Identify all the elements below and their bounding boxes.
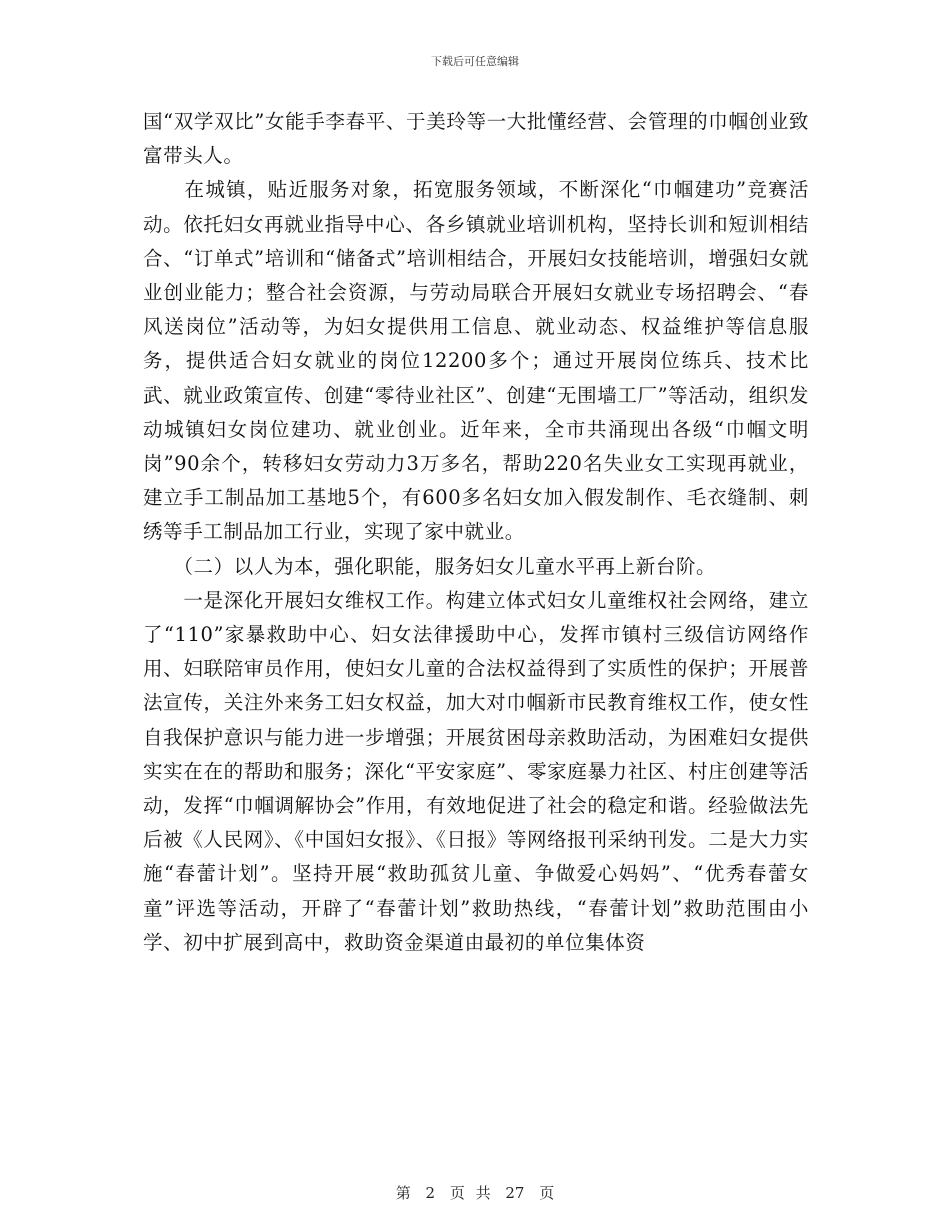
current-page-number: 2 <box>425 1184 436 1202</box>
page-footer <box>0 1182 950 1203</box>
document-body <box>143 105 809 960</box>
total-pages: 27 <box>505 1184 525 1202</box>
footer-suffix: 页 <box>539 1184 555 1202</box>
footer-middle: 页 共 <box>449 1184 491 1202</box>
footer-prefix: 第 <box>395 1184 411 1202</box>
paragraph: 在城镇，贴近服务对象，拓宽服务领域，不断深化“巾帼建功”竞赛活动。依托妇女再就业指导中心、各乡镇就业培训机构，坚持长训和短训相结合、“订单式”培训和“储备式”培训相结合，开展妇女技能培训，增强妇女就业创业能力；整合社会资源，与劳动局联合开展妇女就业专场招聘会、“春风送岗位”活动等，为妇女提供用工信息、就业动态、权益维护等信息服务，提供适合妇女就业的岗位12200多个；通过开展岗位练兵、技术比武、就业政策宣传、创建“零待业社区”、创建“无围墙工厂”等活动，组织发动城镇妇女岗位建功、就业创业。近年来，全市共涌现出各级“巾帼文明岗”90余个，转移妇女劳动力3万多名，帮助220名失业女工实现再就业，建立手工制品加工基地5个，有600多名妇女加入假发制作、毛衣缝制、刺绣等手工制品加工行业，实现了家中就业。 <box>143 178 809 544</box>
section-heading: （二）以人为本，强化职能，服务妇女儿童水平再上新台阶。 <box>143 554 717 578</box>
paragraph: 一是深化开展妇女维权工作。构建立体式妇女儿童维权社会网络，建立了“110”家暴救助中心、妇女法律援助中心，发挥市镇村三级信访网络作用、妇联陪审员作用，使妇女儿童的合法权益得到了实质性的保护；开展普法宣传，关注外来务工妇女权益，加大对巾帼新市民教育维权工作，使女性自我保护意识与能力进一步增强；开展贫困母亲救助活动，为困难妇女提供实实在在的帮助和服务；深化“平安家庭”、零家庭暴力社区、村庄创建等活动，发挥“巾帼调解协会”作用，有效地促进了社会的稳定和谐。经验做法先后被《人民网》、《中国妇女报》、《日报》等网络报刊采纳刊发。二是大力实施“春蕾计划”。坚持开展“救助孤贫儿童、争做爱心妈妈”、“优秀春蕾女童”评选等活动，开辟了“春蕾计划”救助热线，“春蕾计划”救助范围由小学、初中扩展到高中，救助资金渠道由最初的单位集体资 <box>143 588 809 954</box>
paragraph: 国“双学双比”女能手李春平、于美玲等一大批懂经营、会管理的巾帼创业致富带头人。 <box>143 110 809 168</box>
page-header: 下载后可任意编辑 <box>431 55 519 68</box>
